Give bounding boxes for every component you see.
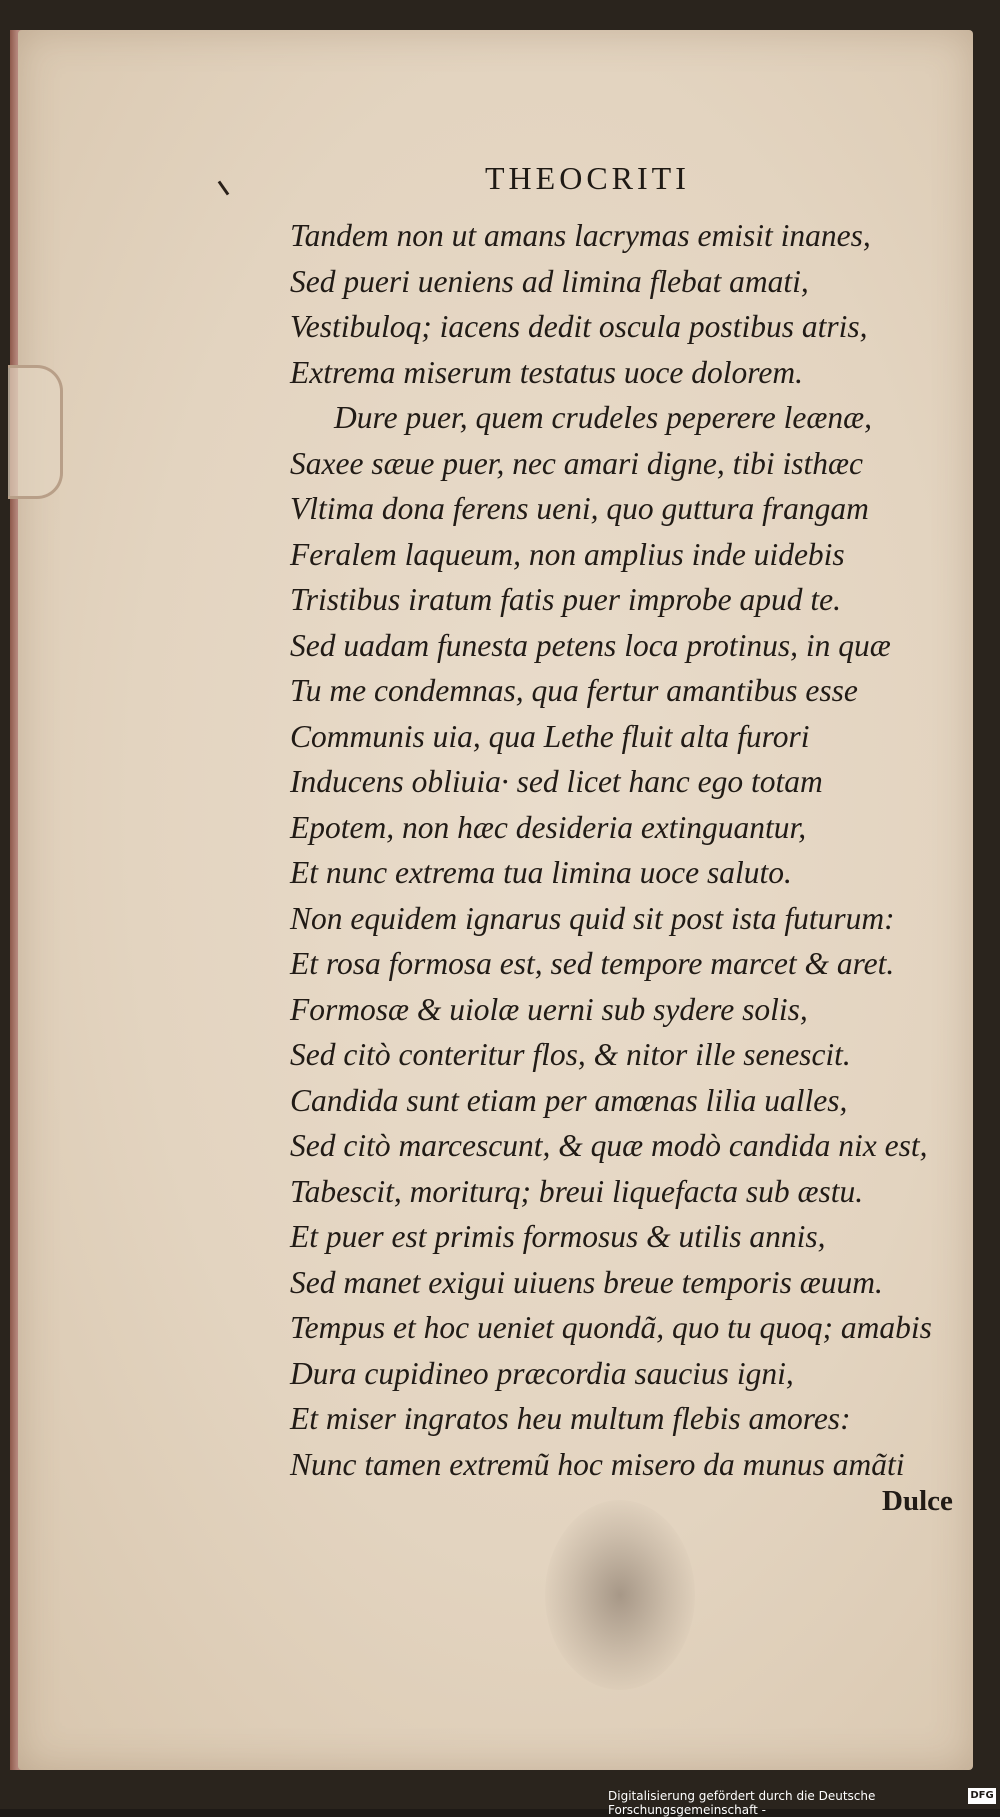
verse-line: Extrema miserum testatus uoce dolorem. <box>290 354 803 390</box>
verse-line: Nunc tamen extremũ hoc misero da munus amãti <box>290 1446 905 1482</box>
verse-line: Et nunc extrema tua limina uoce saluto. <box>290 855 792 890</box>
verse-line: Tabescit, moriturq; breui liquefacta sub æstu. <box>290 1173 864 1209</box>
verse-line: Saxee sæue puer, nec amari digne, tibi isthæc <box>290 445 864 481</box>
verse-line: Communis uia, qua Lethe fluit alta furori <box>290 718 810 754</box>
verse-line: Et miser ingratos heu multum flebis amores: <box>290 1401 851 1436</box>
verse-line: Sed pueri ueniens ad limina flebat amati, <box>290 263 809 299</box>
verse-line: Non equidem ignarus quid sit post ista futurum: <box>290 900 895 936</box>
verse-line: Vestibuloq; iacens dedit oscula postibus atris, <box>290 309 868 344</box>
verse-line: Feralem laqueum, non amplius inde uidebis <box>290 536 845 572</box>
verse-line: Candida sunt etiam per amœnas lilia ualles, <box>290 1082 848 1118</box>
catchword: Dulce <box>882 1485 953 1517</box>
running-head: THEOCRITI <box>485 160 690 196</box>
page-clasp-mark <box>8 365 63 499</box>
verse-line: Et puer est primis formosus & utilis annis, <box>290 1219 826 1254</box>
verse-line: Tu me condemnas, qua fertur amantibus esse <box>290 673 858 708</box>
verse-text-block <box>290 213 970 1487</box>
verse-line: Sed citò marcescunt, & quæ modò candida nix est, <box>290 1128 928 1163</box>
dfg-logo: DFG <box>968 1788 996 1804</box>
verse-line: Sed uadam funesta petens loca protinus, in quæ <box>290 627 891 663</box>
ink-smudge <box>545 1500 695 1690</box>
verse-line: Dura cupidineo præcordia saucius igni, <box>290 1355 794 1391</box>
verse-line: Sed manet exigui uiuens breue temporis æuum. <box>290 1264 883 1300</box>
verse-line: Et rosa formosa est, sed tempore marcet & aret. <box>290 946 895 981</box>
digitization-credit: Digitalisierung gefördert durch die Deutsche Forschungsgemeinschaft - <box>608 1789 876 1817</box>
verse-line: Dure puer, quem crudeles peperere leænæ, <box>334 400 872 435</box>
verse-line: Vltima dona ferens ueni, quo guttura frangam <box>290 491 869 526</box>
verse-line: Tempus et hoc ueniet quondã, quo tu quoq; amabis <box>290 1310 932 1345</box>
verse-line: Tristibus iratum fatis puer improbe apud te. <box>290 582 842 617</box>
verse-line: Sed citò conteritur flos, & nitor ille senescit. <box>290 1037 851 1072</box>
verse-line: Inducens obliuia· sed licet hanc ego totam <box>290 764 823 799</box>
verse-line: Epotem, non hæc desideria extinguantur, <box>290 809 807 845</box>
verse-line: Formosæ & uiolæ uerni sub sydere solis, <box>290 991 808 1027</box>
verse-line: Tandem non ut amans lacrymas emisit inanes, <box>290 218 871 253</box>
